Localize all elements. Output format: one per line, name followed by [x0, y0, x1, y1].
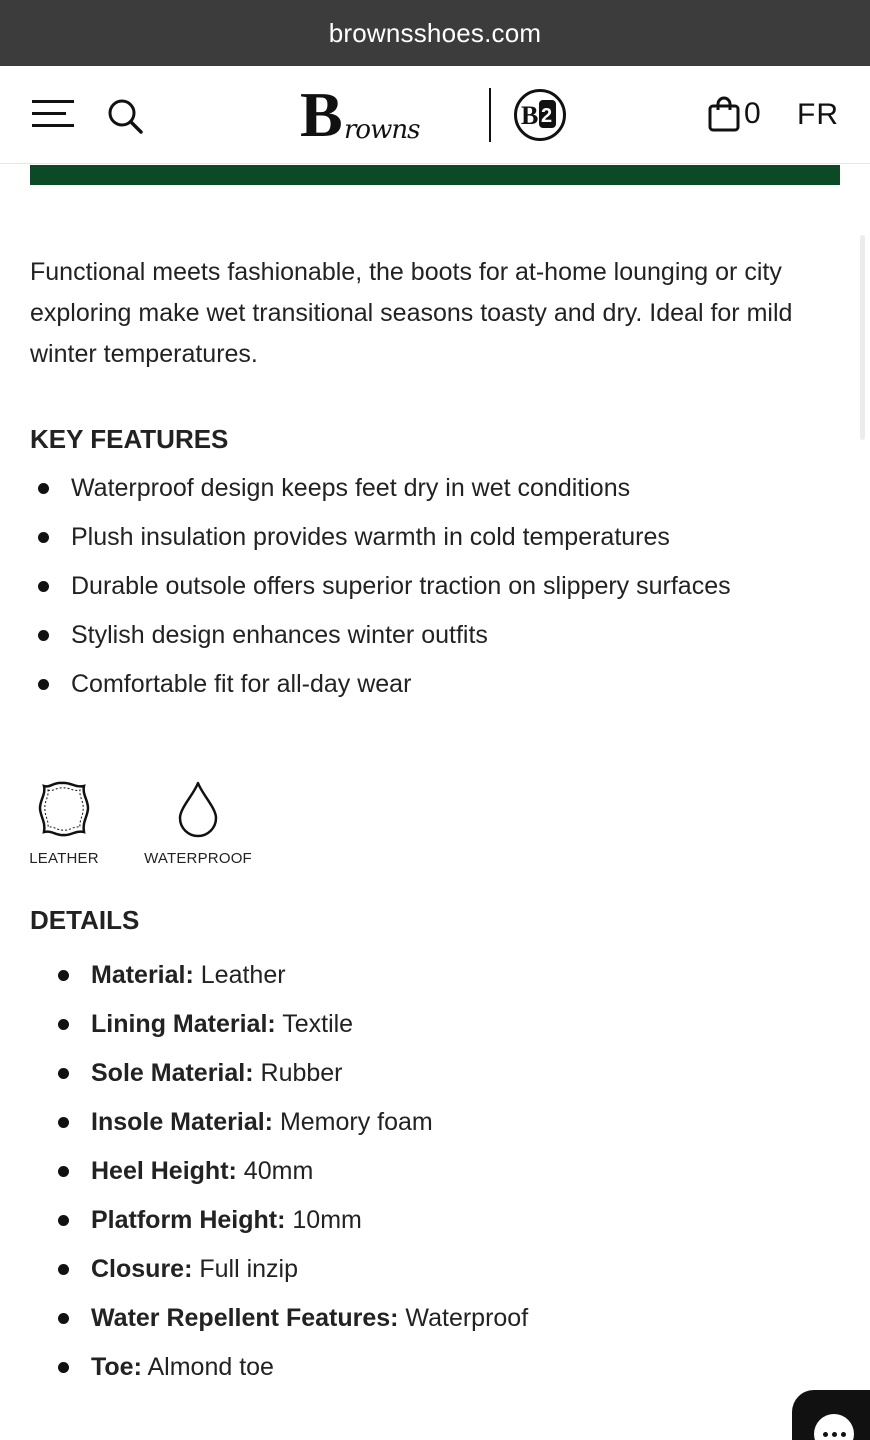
detail-value: 40mm — [236, 1157, 314, 1185]
list-item: Plush insulation provides warmth in cold temperatures — [30, 513, 850, 562]
chat-button[interactable] — [792, 1390, 870, 1440]
list-item — [30, 1147, 850, 1196]
list-item — [30, 1196, 850, 1245]
detail-value: Almond toe — [141, 1353, 274, 1381]
list-item: Comfortable fit for all-day wear — [30, 660, 850, 709]
attribute-waterproof — [145, 780, 251, 867]
accent-bar — [30, 165, 840, 185]
detail-label: Material: — [91, 961, 194, 989]
detail-label: Platform Height: — [91, 1206, 286, 1234]
detail-label: Heel Height: — [91, 1157, 237, 1185]
svg-text:2: 2 — [541, 105, 553, 127]
detail-label: Insole Material: — [91, 1108, 273, 1136]
list-item — [30, 1294, 850, 1343]
details-title: DETAILS — [30, 905, 140, 935]
attribute-label: LEATHER — [29, 850, 99, 867]
svg-text:B: B — [521, 101, 539, 130]
list-item: Durable outsole offers superior traction on slippery surfaces — [30, 562, 850, 611]
logo-divider — [489, 88, 491, 142]
list-item — [30, 1245, 850, 1294]
detail-value: Memory foam — [273, 1108, 433, 1136]
site-header — [0, 66, 870, 164]
waterproof-icon — [176, 780, 220, 838]
leather-icon — [36, 780, 92, 838]
scrollbar[interactable] — [860, 235, 865, 440]
attribute-label: WATERPROOF — [144, 850, 252, 867]
detail-value: Rubber — [253, 1059, 343, 1087]
list-item: Waterproof design keeps feet dry in wet conditions — [30, 464, 850, 513]
details-list — [30, 951, 850, 1392]
browns-logo[interactable] — [300, 86, 470, 148]
detail-value: Waterproof — [398, 1304, 529, 1332]
url-text: brownsshoes.com — [328, 17, 542, 48]
list-item — [30, 1000, 850, 1049]
detail-value: Textile — [275, 1010, 354, 1038]
list-item — [30, 951, 850, 1000]
detail-label: Water Repellent Features: — [91, 1304, 399, 1332]
detail-value: Full inzip — [192, 1255, 298, 1283]
language-toggle[interactable]: FR — [797, 98, 839, 131]
attribute-leather — [30, 780, 98, 867]
cart-button[interactable] — [708, 94, 761, 134]
list-item — [30, 1049, 850, 1098]
chat-bubble-icon — [814, 1414, 854, 1440]
b2-logo[interactable] — [513, 88, 567, 142]
detail-value: 10mm — [285, 1206, 362, 1234]
key-features-list — [30, 464, 850, 709]
key-features-title: KEY FEATURES — [30, 424, 229, 454]
browser-url-bar[interactable] — [0, 0, 870, 66]
detail-label: Lining Material: — [91, 1010, 276, 1038]
hamburger-menu-icon[interactable] — [32, 99, 74, 129]
detail-value: Leather — [193, 961, 286, 989]
cart-count: 0 — [744, 97, 761, 130]
detail-label: Closure: — [91, 1255, 193, 1283]
svg-text:rowns: rowns — [344, 115, 420, 145]
product-description: Functional meets fashionable, the boots for at-home lounging or city exploring make wet transitional seasons toasty and dry. Ideal for mild winter temperatures. — [30, 258, 793, 368]
search-icon[interactable] — [106, 97, 144, 135]
detail-label: Toe: — [91, 1353, 142, 1381]
list-item — [30, 1098, 850, 1147]
detail-label: Sole Material: — [91, 1059, 254, 1087]
svg-text:B: B — [300, 86, 343, 148]
list-item — [30, 1343, 850, 1392]
shopping-bag-icon — [708, 96, 740, 132]
list-item: Stylish design enhances winter outfits — [30, 611, 850, 660]
